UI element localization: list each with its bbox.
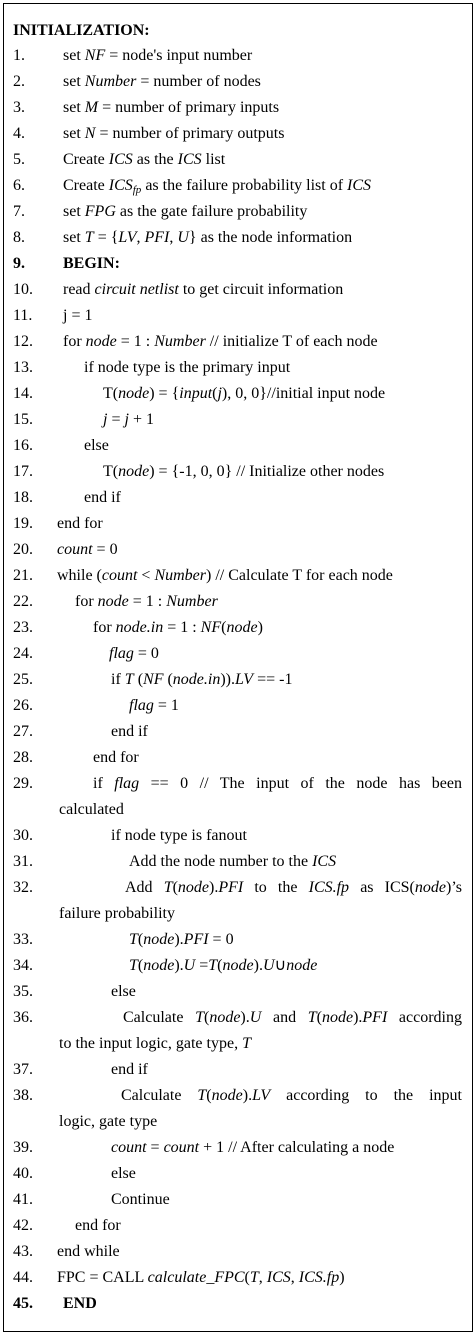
line-number: 32. <box>13 879 33 896</box>
line-number: 26. <box>13 697 33 714</box>
algorithm-line-13 <box>13 359 462 377</box>
line-code: else <box>111 1165 136 1182</box>
line-number: 6. <box>13 177 25 194</box>
algorithm-line-44 <box>13 1269 462 1287</box>
algorithm-line-39 <box>13 1139 462 1157</box>
algorithm-line-28 <box>13 749 462 767</box>
algorithm-line-31 <box>13 853 462 871</box>
line-number: 19. <box>13 515 33 532</box>
line-code: end if <box>84 489 121 506</box>
line-code: for node = 1 : Number <box>75 593 218 610</box>
line-code: for node.in = 1 : NF(node) <box>93 619 263 636</box>
line-code: end while <box>57 1243 120 1260</box>
line-number: 10. <box>13 281 33 298</box>
algorithm-line-34 <box>13 957 462 975</box>
algorithm-line-14 <box>13 385 462 403</box>
line-code: Calculate T(node).LV according to the input <box>121 1087 462 1104</box>
line-code-continuation: logic, gate type <box>59 1113 158 1130</box>
line-code: T(node).U =T(node).U∪node <box>129 957 318 974</box>
line-code: end for <box>75 1217 121 1234</box>
algorithm-line-5 <box>13 151 462 169</box>
line-number: 5. <box>13 151 25 168</box>
line-code-continuation: failure probability <box>59 905 175 922</box>
algorithm-line-36 <box>13 1009 462 1053</box>
line-code: set FPG as the gate failure probability <box>63 203 308 220</box>
line-number: 1. <box>13 47 25 64</box>
line-code: flag = 1 <box>129 697 179 714</box>
line-code: count = count + 1 // After calculating a node <box>111 1139 395 1156</box>
algorithm-line-16 <box>13 437 462 455</box>
line-code: Create ICS as the ICS list <box>63 151 226 168</box>
algorithm-line-41 <box>13 1191 462 1209</box>
algorithm-line-33 <box>13 931 462 949</box>
algorithm-line-6 <box>13 177 462 195</box>
algorithm-line-40 <box>13 1165 462 1183</box>
algorithm-line-18 <box>13 489 462 507</box>
algorithm-line-20 <box>13 541 462 559</box>
line-number: 37. <box>13 1061 33 1078</box>
algorithm-line-8 <box>13 229 462 247</box>
line-code: read circuit netlist to get circuit information <box>63 281 344 298</box>
algorithm-line-42 <box>13 1217 462 1235</box>
algorithm-line-25 <box>13 671 462 689</box>
line-code: Add T(node).PFI to the ICS.fp as ICS(node)’s <box>125 879 462 896</box>
line-code: BEGIN: <box>63 255 120 272</box>
line-code: end if <box>111 723 148 740</box>
line-number: 23. <box>13 619 33 636</box>
line-number: 43. <box>13 1243 33 1260</box>
line-code: T(node).PFI = 0 <box>129 931 234 948</box>
algorithm-line-43 <box>13 1243 462 1261</box>
line-number: 30. <box>13 827 33 844</box>
line-code: if flag == 0 // The input of the node has been <box>93 775 462 792</box>
line-number: 3. <box>13 99 25 116</box>
line-code: Create $ICS_{fp}$ as the failure probability list of ICS <box>63 177 372 196</box>
line-number: 16. <box>13 437 33 454</box>
algorithm-line-23 <box>13 619 462 637</box>
line-number: 21. <box>13 567 33 584</box>
line-code: end if <box>111 1061 148 1078</box>
line-code: set Number = number of nodes <box>63 73 261 90</box>
line-code: flag = 0 <box>109 645 159 662</box>
algorithm-line-9 <box>13 255 462 273</box>
line-number: 11. <box>13 307 33 324</box>
algorithm-line-4 <box>13 125 462 143</box>
line-number: 27. <box>13 723 33 740</box>
line-code: else <box>84 437 109 454</box>
algorithm-line-19 <box>13 515 462 533</box>
line-number: 24. <box>13 645 33 662</box>
line-code: for node = 1 : Number // initialize T of each node <box>63 333 378 350</box>
line-number: 33. <box>13 931 33 948</box>
line-code: set T = {LV, PFI, U} as the node information <box>63 229 353 246</box>
line-number: 14. <box>13 385 33 402</box>
line-number: 9. <box>13 255 25 272</box>
line-code: end for <box>93 749 139 766</box>
algorithm-line-35 <box>13 983 462 1001</box>
line-code: else <box>111 983 136 1000</box>
line-number: 18. <box>13 489 33 506</box>
algorithm-line-32 <box>13 879 462 923</box>
line-code: while (count < Number) // Calculate T for each node <box>57 567 393 584</box>
line-number: 20. <box>13 541 33 558</box>
line-code: if node type is fanout <box>111 827 247 844</box>
line-number: 22. <box>13 593 33 610</box>
line-code: T(node) = {input(j), 0, 0}//initial input node <box>103 385 386 402</box>
algorithm-line-26 <box>13 697 462 715</box>
line-number: 17. <box>13 463 33 480</box>
algorithm-line-45 <box>13 1295 462 1313</box>
line-number: 38. <box>13 1087 33 1104</box>
line-number: 12. <box>13 333 33 350</box>
line-code: j = j + 1 <box>103 411 154 428</box>
line-code: Continue <box>111 1191 170 1208</box>
line-number: 44. <box>13 1269 33 1286</box>
algorithm-line-17 <box>13 463 462 481</box>
line-number: 35. <box>13 983 33 1000</box>
line-number: 25. <box>13 671 33 688</box>
line-code: FPC = CALL calculate_FPC(T, ICS, ICS.fp) <box>57 1269 345 1286</box>
algorithm-line-1 <box>13 47 462 65</box>
line-number: 7. <box>13 203 25 220</box>
line-code: END <box>63 1295 97 1312</box>
line-number: 13. <box>13 359 33 376</box>
algorithm-line-3 <box>13 99 462 117</box>
initialization-heading: INITIALIZATION: <box>13 22 150 39</box>
line-number: 28. <box>13 749 33 766</box>
line-number: 4. <box>13 125 25 142</box>
algorithm-box <box>3 3 473 1332</box>
algorithm-line-2 <box>13 73 462 91</box>
line-code: count = 0 <box>57 541 118 558</box>
line-code: if T (NF (node.in)).LV == -1 <box>111 671 293 688</box>
algorithm-line-29 <box>13 775 462 819</box>
line-number: 15. <box>13 411 33 428</box>
algorithm-line-37 <box>13 1061 462 1079</box>
algorithm-line-27 <box>13 723 462 741</box>
algorithm-line-7 <box>13 203 462 221</box>
line-code: T(node) = {-1, 0, 0} // Initialize other nodes <box>103 463 385 480</box>
line-number: 29. <box>13 775 33 792</box>
line-code: end for <box>57 515 103 532</box>
line-number: 34. <box>13 957 33 974</box>
line-code: j = 1 <box>63 307 93 324</box>
line-number: 36. <box>13 1009 33 1026</box>
line-code: Add the node number to the ICS <box>129 853 337 870</box>
line-number: 41. <box>13 1191 33 1208</box>
line-number: 2. <box>13 73 25 90</box>
algorithm-line-10 <box>13 281 462 299</box>
line-code: set M = number of primary inputs <box>63 99 280 116</box>
line-number: 42. <box>13 1217 33 1234</box>
line-code-continuation: calculated <box>59 801 124 818</box>
line-code: Calculate T(node).U and T(node).PFI according <box>123 1009 462 1026</box>
algorithm-line-12 <box>13 333 462 351</box>
algorithm-line-11 <box>13 307 462 325</box>
line-number: 31. <box>13 853 33 870</box>
line-number: 40. <box>13 1165 33 1182</box>
algorithm-line-15 <box>13 411 462 429</box>
line-code: set N = number of primary outputs <box>63 125 285 142</box>
algorithm-line-22 <box>13 593 462 611</box>
line-number: 39. <box>13 1139 33 1156</box>
algorithm-line-38 <box>13 1087 462 1131</box>
line-number: 45. <box>13 1295 33 1312</box>
algorithm-line-30 <box>13 827 462 845</box>
line-code-continuation: to the input logic, gate type, T <box>59 1035 251 1052</box>
algorithm-line-21 <box>13 567 462 585</box>
algorithm-line-24 <box>13 645 462 663</box>
line-code: set NF = node's input number <box>63 47 253 64</box>
line-number: 8. <box>13 229 25 246</box>
line-code: if node type is the primary input <box>84 359 291 376</box>
